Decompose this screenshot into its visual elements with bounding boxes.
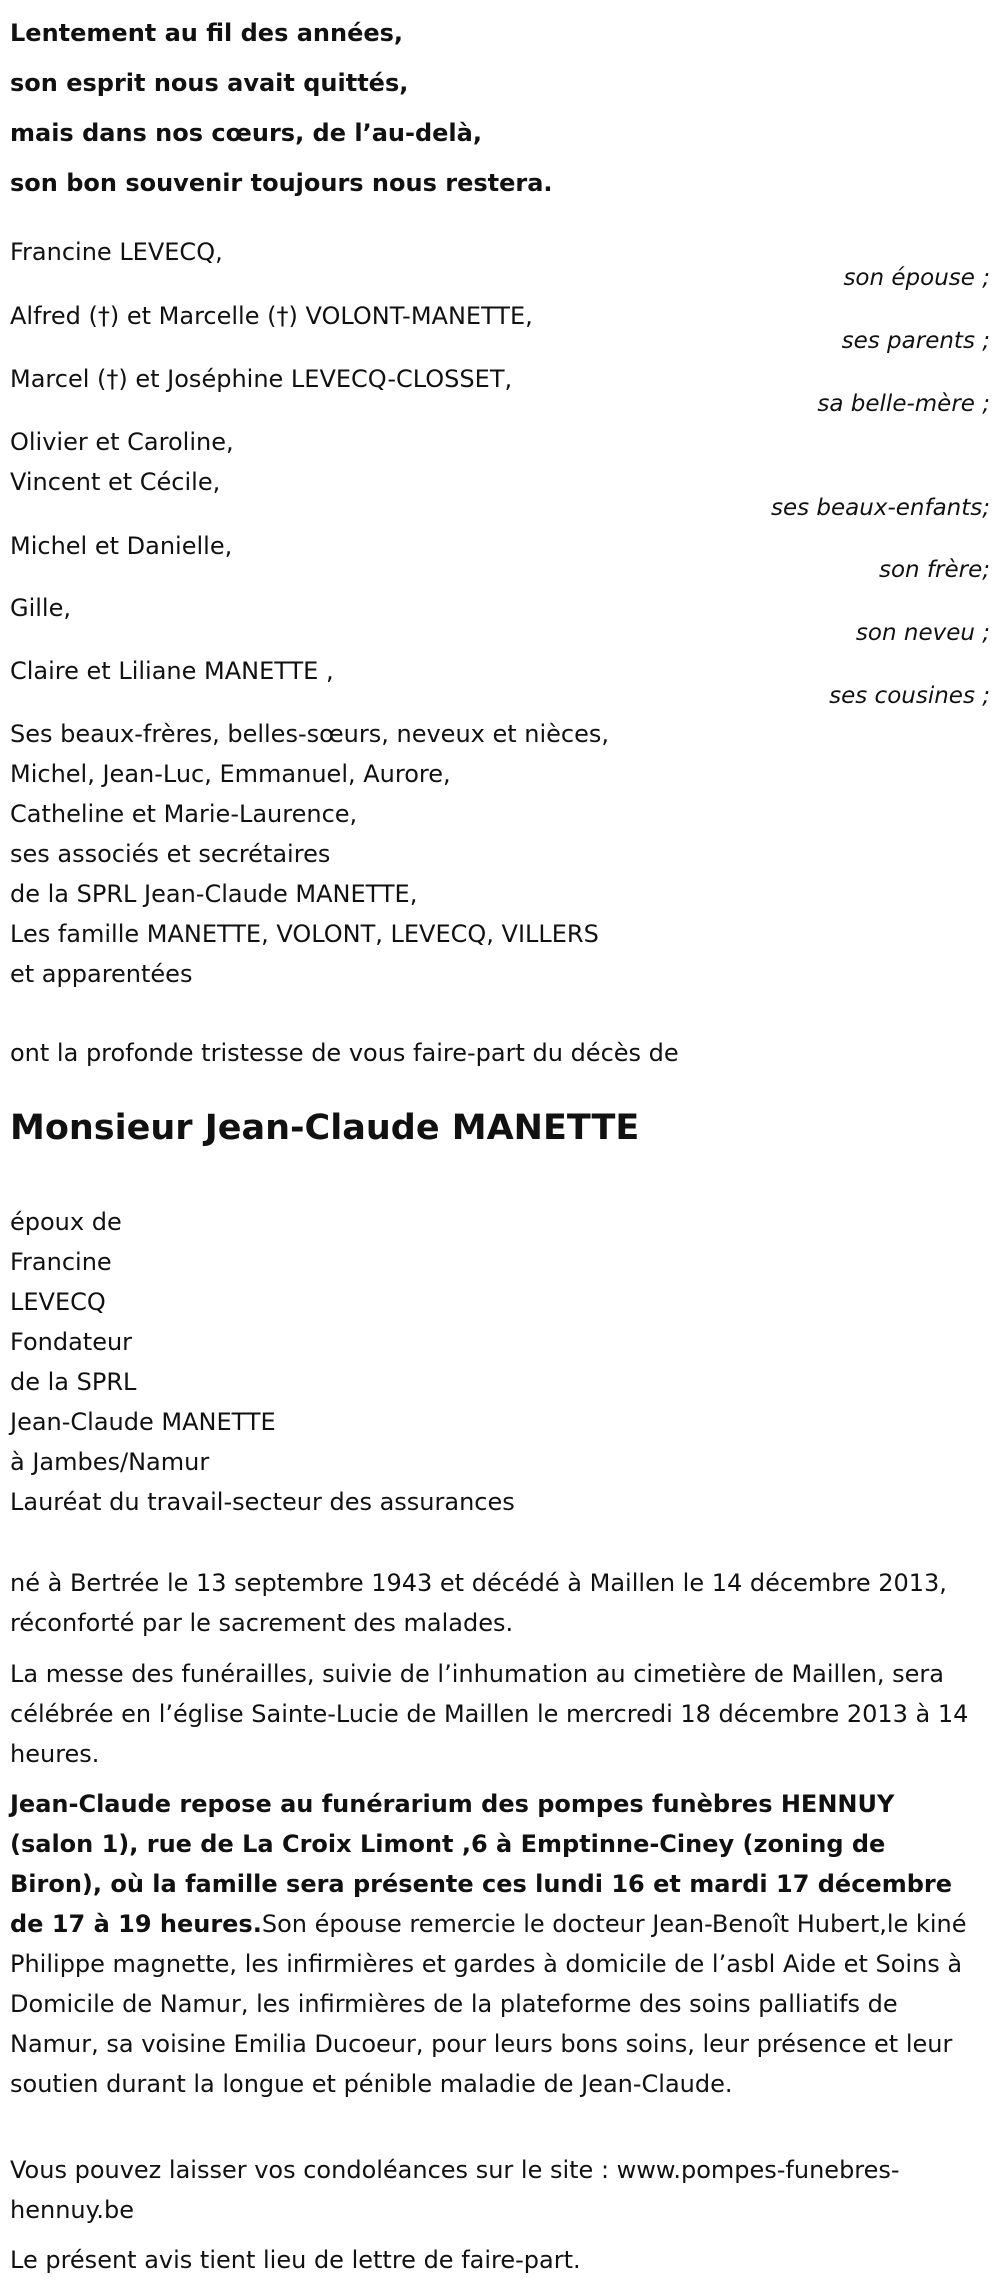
- family-member-names: Michel et Danielle,: [10, 532, 233, 560]
- family-relation: ses parents ;: [841, 328, 990, 354]
- detail-line: Fondateur: [10, 1328, 133, 1356]
- family-member-names: Marcel (†) et Joséphine LEVECQ-CLOSSET,: [10, 365, 513, 393]
- detail-line: LEVECQ: [10, 1288, 106, 1316]
- poem-line: Lentement au fil des années,: [10, 19, 404, 47]
- family-relation: son neveu ;: [855, 620, 990, 646]
- deceased-details: [10, 1202, 515, 1522]
- family-relation: sa belle-mère ;: [817, 391, 990, 417]
- extended-family-line: Michel, Jean-Luc, Emmanuel, Aurore,: [10, 760, 451, 788]
- announcement: ont la profonde tristesse de vous faire-part du décès de: [10, 1039, 679, 1067]
- family-member-names: Vincent et Cécile,: [10, 468, 221, 496]
- detail-line: à Jambes/Namur: [10, 1448, 210, 1476]
- funeral-paragraph: La messe des funérailles, suivie de l’inhumation au cimetière de Maillen, sera célébrée en l’église Sainte-Lucie de Maillen le mercredi 18 décembre 2013 à 14 heures.: [10, 1660, 969, 1768]
- family-relation: ses beaux-enfants;: [770, 495, 990, 521]
- thanks-text: Son épouse remercie le docteur Jean-Benoît Hubert,le kiné Philippe magnette, les infirmières et gardes à domicile de l’asbl Aide et Soins à Domicile de Namur, les infirmières de la plateforme des soins palliatifs de Namur, sa voisine Emilia Ducoeur, pour leurs bons soins, leur présence et leur soutien durant la longue et pénible maladie de Jean-Claude.: [10, 1910, 967, 2098]
- family-relation: ses cousines ;: [829, 683, 990, 709]
- family-member-names: Olivier et Caroline,: [10, 428, 234, 456]
- extended-family: [10, 714, 609, 994]
- family-relation: son frère;: [878, 557, 990, 583]
- detail-line: Lauréat du travail-secteur des assurances: [10, 1488, 515, 1516]
- deceased-name: Monsieur Jean-Claude MANETTE: [10, 1108, 640, 1148]
- condolences-paragraph: Vous pouvez laisser vos condoléances sur le site : www.pompes-funebres-hennuy.be: [10, 2156, 900, 2224]
- family-relation: son épouse ;: [843, 265, 990, 291]
- extended-family-line: et apparentées: [10, 960, 193, 988]
- family-member-names: Alfred (†) et Marcelle (†) VOLONT-MANETTE,: [10, 302, 533, 330]
- poem-line: mais dans nos cœurs, de l’au-delà,: [10, 119, 482, 147]
- detail-line: de la SPRL: [10, 1368, 137, 1396]
- repose-paragraph: [10, 1784, 985, 2104]
- detail-line: Francine: [10, 1248, 112, 1276]
- family-member-names: Gille,: [10, 594, 71, 622]
- extended-family-line: de la SPRL Jean-Claude MANETTE,: [10, 880, 418, 908]
- extended-family-line: Ses beaux-frères, belles-sœurs, neveux et nièces,: [10, 720, 610, 748]
- poem: [10, 8, 553, 208]
- repose-info: Jean-Claude repose au funérarium des pompes funèbres HENNUY (salon 1), rue de La Croix Limont ,6 à Emptinne-Ciney (zoning de Biron), où la famille sera présente ces lundi 16 et mardi 17 décembre de 17 à 19 heures.: [10, 1790, 953, 1938]
- poem-line: son esprit nous avait quittés,: [10, 69, 409, 97]
- closing-paragraph: Le présent avis tient lieu de lettre de faire-part.: [10, 2246, 581, 2274]
- detail-line: époux de: [10, 1208, 122, 1236]
- extended-family-line: Les famille MANETTE, VOLONT, LEVECQ, VILLERS: [10, 920, 599, 948]
- extended-family-line: ses associés et secrétaires: [10, 840, 331, 868]
- poem-line: son bon souvenir toujours nous restera.: [10, 169, 553, 197]
- birth-death-paragraph: né à Bertrée le 13 septembre 1943 et décédé à Maillen le 14 décembre 2013, réconforté par le sacrement des malades.: [10, 1569, 947, 1637]
- detail-line: Jean-Claude MANETTE: [10, 1408, 276, 1436]
- family-member-names: Francine LEVECQ,: [10, 238, 223, 266]
- family-member-names: Claire et Liliane MANETTE ,: [10, 657, 334, 685]
- extended-family-line: Catheline et Marie-Laurence,: [10, 800, 358, 828]
